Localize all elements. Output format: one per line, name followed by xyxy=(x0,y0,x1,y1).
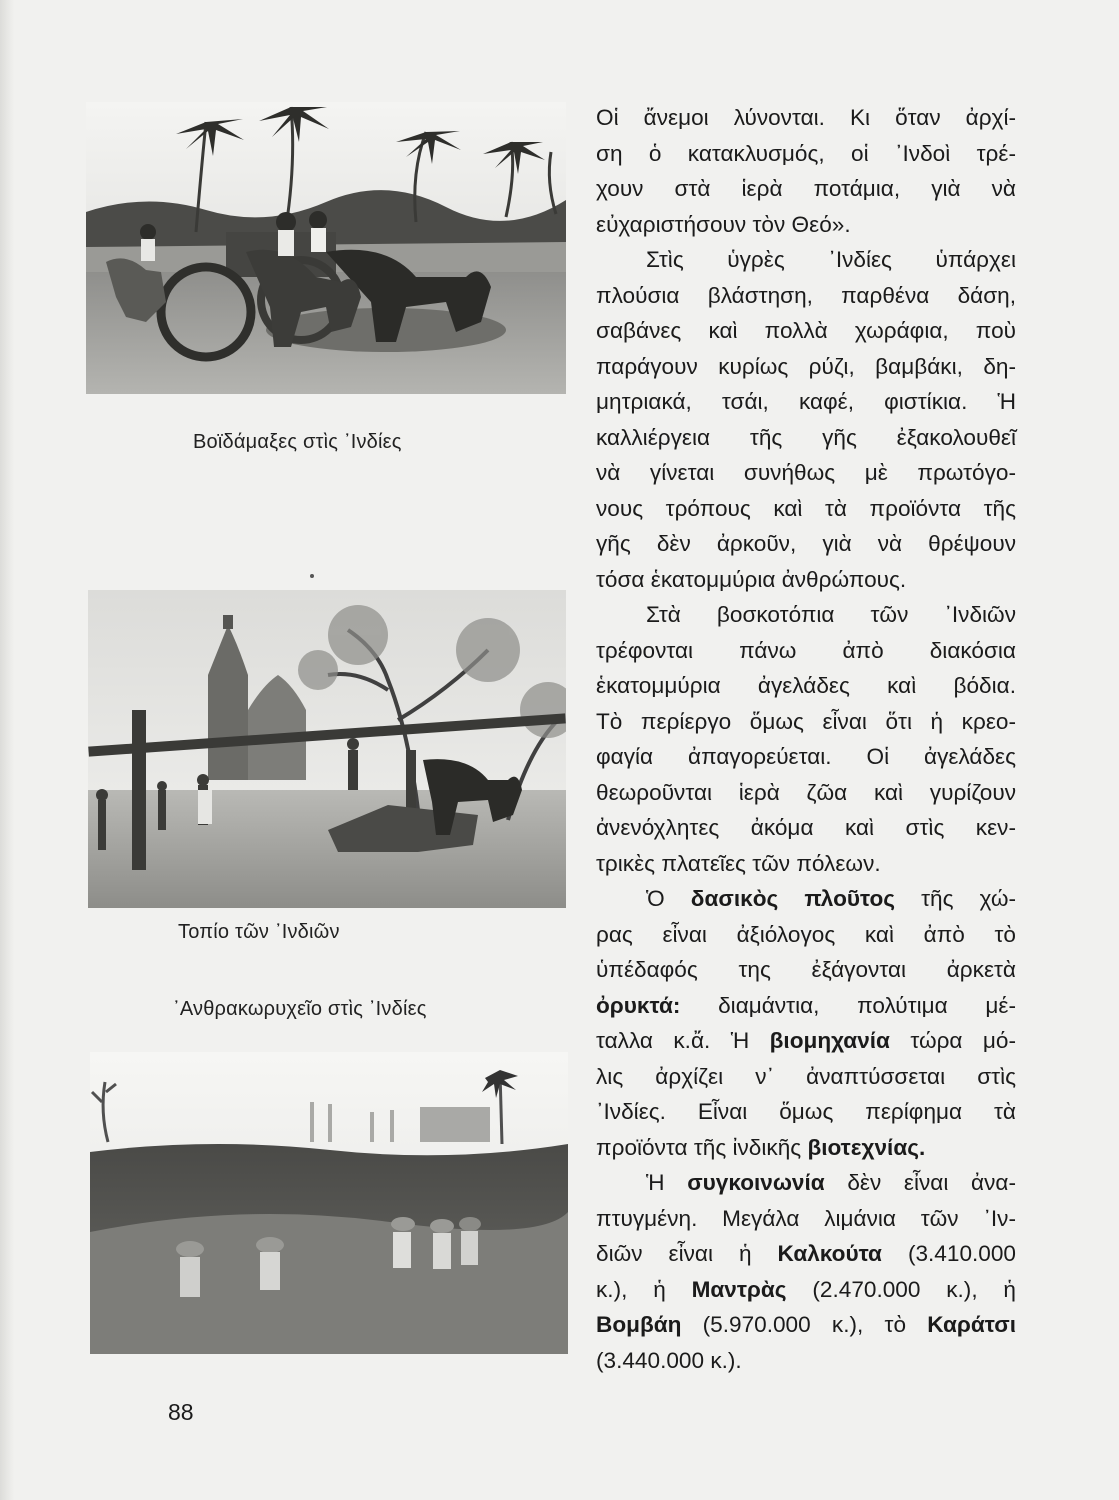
text-segment: προϊόντα τῆς ἰνδικῆς xyxy=(596,1134,808,1160)
text-line: νὰ γίνεται συνήθως μὲ πρωτόγο- xyxy=(596,460,1016,485)
keyword-transport: συγκοινωνία xyxy=(687,1170,825,1195)
text-line: ση ὁ κατακλυσμός, οἱ ᾽Ινδοὶ τρέ- xyxy=(596,140,1016,166)
text-line xyxy=(596,1130,1016,1166)
landscape-illustration xyxy=(88,590,566,908)
text-line: εὐχαριστήσουν τὸν Θεό». xyxy=(596,211,851,237)
keyword-madras: Μαντρὰς xyxy=(691,1276,787,1302)
scan-speck xyxy=(310,574,314,578)
text-line: πτυγμένη. Μεγάλα λιμάνια τῶν ᾽Ιν- xyxy=(596,1205,1016,1231)
text-segment: (5.970.000 κ.), τὸ xyxy=(681,1312,928,1337)
keyword-karachi: Καράτσι xyxy=(927,1312,1016,1337)
photo-indian-landscape xyxy=(88,590,566,908)
text-line: Στὰ βοσκοτόπια τῶν ᾽Ινδιῶν xyxy=(646,602,1016,627)
text-line: παράγουν κυρίως ρύζι, βαμβάκι, δη- xyxy=(596,353,1016,379)
text-segment: (3.410.000 xyxy=(881,1241,1016,1266)
keyword-handicraft: βιοτεχνίας. xyxy=(807,1134,926,1160)
text-line: ἀνενόχλητες ἀκόμα καὶ στὶς κεν- xyxy=(596,815,1016,840)
text-line: ὑπέδαφός της ἐξάγονται ἀρκετὰ xyxy=(596,957,1016,982)
text-line: χουν στὰ ἱερὰ ποτάμια, γιὰ νὰ xyxy=(596,176,1016,201)
text-segment: δὲν εἶναι ἀνα- xyxy=(824,1170,1016,1195)
keyword-forest-wealth: δασικὸς πλοῦτος xyxy=(690,886,896,911)
text-line xyxy=(596,1165,1016,1201)
text-segment: Ὁ xyxy=(646,886,691,911)
text-line xyxy=(596,881,1016,917)
text-line: θεωροῦνται ἱερὰ ζῶα καὶ γυρίζουν xyxy=(596,779,1016,805)
keyword-minerals: ὀρυκτά: xyxy=(596,992,681,1018)
text-segment: (2.470.000 κ.), ἡ xyxy=(786,1276,1016,1302)
text-segment: Ἡ xyxy=(646,1170,688,1195)
text-line: ἑκατομμύρια ἀγελάδες καὶ βόδια. xyxy=(596,673,1016,698)
text-line: Οἱ ἄνεμοι λύνονται. Κι ὅταν ἀρχί- xyxy=(596,105,1016,130)
text-segment: διαμάντια, πολύτιμα μέ- xyxy=(680,992,1016,1018)
text-line: τρικὲς πλατεῖες τῶν πόλεων. xyxy=(596,850,881,876)
text-segment: τῆς χώ- xyxy=(895,886,1016,911)
text-line: τόσα ἑκατομμύρια ἀνθρώπους. xyxy=(596,566,907,592)
text-line xyxy=(596,1236,1016,1272)
text-segment: ταλλα κ.ἄ. Ἡ xyxy=(596,1028,770,1053)
text-line: Τὸ περίεργο ὅμως εἶναι ὅτι ἡ κρεο- xyxy=(596,708,1016,734)
text-line: Στὶς ὑγρὲς ᾽Ινδίες ὑπάρχει xyxy=(646,247,1016,272)
caption-coal-mine: ᾽Ανθρακωρυχεῖο στὶς ᾽Ινδίες xyxy=(173,998,427,1020)
scan-edge-shadow xyxy=(0,0,14,1500)
text-segment: κ.), ἡ xyxy=(596,1276,692,1302)
text-line: ᾽Ινδίες. Εἶναι ὅμως περίφημα τὰ xyxy=(596,1099,1016,1124)
photo-coal-mine xyxy=(90,1052,568,1354)
text-line: γῆς δὲν ἀρκοῦν, γιὰ νὰ θρέψουν xyxy=(596,531,1016,556)
text-line: σαβάνες καὶ πολλὰ χωράφια, ποὺ xyxy=(596,318,1016,343)
text-line xyxy=(596,1023,1016,1059)
text-line: (3.440.000 κ.). xyxy=(596,1347,742,1373)
coal-mine-illustration xyxy=(90,1052,568,1354)
text-line: λις ἀρχίζει ν᾽ ἀναπτύσσεται στὶς xyxy=(596,1063,1016,1089)
text-line xyxy=(596,988,1016,1024)
text-line: καλλιέργεια τῆς γῆς ἐξακολουθεῖ xyxy=(596,424,1016,450)
keyword-bombay: Βομβάη xyxy=(596,1312,682,1337)
text-line: μητριακά, τσάι, καφέ, φιστίκια. Ἡ xyxy=(596,389,1016,414)
keyword-industry: βιομηχανία xyxy=(769,1028,890,1053)
body-text xyxy=(596,100,1016,1378)
text-segment: διῶν εἶναι ἡ xyxy=(596,1241,778,1266)
page-number: 88 xyxy=(168,1399,194,1425)
text-line: ρας εἶναι ἀξιόλογος καὶ ἀπὸ τὸ xyxy=(596,921,1016,947)
text-line: τρέφονται πάνω ἀπὸ διακόσια xyxy=(596,637,1016,663)
ox-carts-illustration xyxy=(86,102,566,394)
text-line: φαγία ἀπαγορεύεται. Οἱ ἀγελάδες xyxy=(596,744,1016,769)
photo-ox-carts xyxy=(86,102,566,394)
text-line: νους τρόπους καὶ τὰ προϊόντα τῆς xyxy=(596,495,1016,521)
text-line: πλούσια βλάστηση, παρθένα δάση, xyxy=(596,282,1016,308)
keyword-calcutta: Καλκούτα xyxy=(777,1241,882,1266)
caption-ox-carts: Βοϊδάμαξες στὶς ᾽Ινδίες xyxy=(193,431,402,453)
text-line xyxy=(596,1272,1016,1308)
text-segment: τώρα μό- xyxy=(889,1028,1017,1053)
caption-indian-landscape: Τοπίο τῶν ᾽Ινδιῶν xyxy=(178,921,340,943)
text-line xyxy=(596,1307,1016,1343)
